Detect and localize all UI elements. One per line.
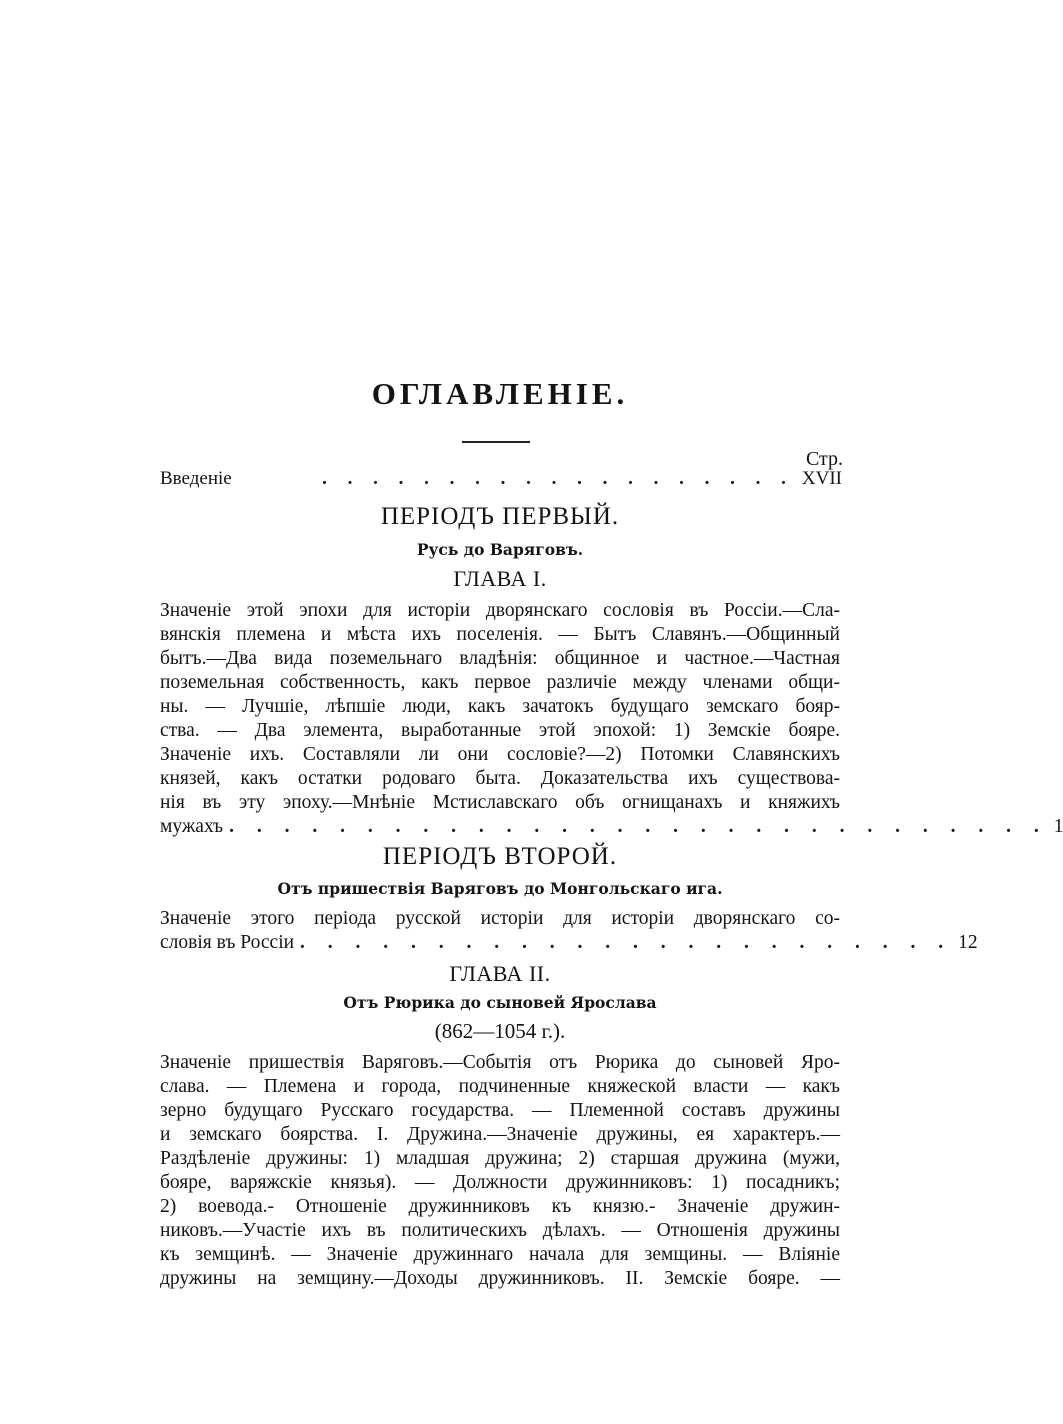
period-two-subtitle: Отъ пришествія Варяговъ до Монгольскаго ига. bbox=[277, 879, 723, 898]
toc-page-number: 1 bbox=[1053, 816, 1063, 837]
page-column-label: Стр. bbox=[805, 448, 843, 470]
period-one-subtitle: Русь до Варяговъ. bbox=[416, 540, 584, 559]
toc-entry-chapter-one[interactable] bbox=[160, 814, 1063, 840]
toc-page-number: XVII bbox=[801, 468, 842, 489]
period-two-heading: ПЕРІОДЪ ВТОРОЙ. bbox=[382, 843, 618, 870]
period-one-heading: ПЕРІОДЪ ПЕРВЫЙ. bbox=[380, 503, 620, 530]
dot-leader: . . . . . . . . . . . . . . . . . . . . . . . . bbox=[300, 932, 953, 953]
chapter-two-years: (862—1054 г.). bbox=[434, 1019, 566, 1043]
summary-line: Значеніе пришествія Варяговъ.—Событія отъ Рюрика до сыновей Яро- bbox=[160, 1052, 840, 1073]
summary-line: и земскаго боярства. I. Дружина.—Значеніе дружины, ея характеръ.— bbox=[160, 1124, 840, 1145]
toc-entry-label: Введеніе bbox=[160, 468, 232, 489]
summary-line: къ земщинѣ. — Значеніе дружиннаго начала для земщины. — Вліяніе bbox=[160, 1244, 840, 1265]
dot-leader: . . . . . . . . . . . . . . . . . . . . . . . . . . . . . . bbox=[229, 816, 1048, 837]
summary-last-line: мужахъ bbox=[160, 816, 224, 837]
chapter-two-subtitle: Отъ Рюрика до сыновей Ярослава bbox=[343, 993, 657, 1012]
summary-line: ства. — Два элемента, выработанные этой эпохой: 1) Земскіе бояре. bbox=[160, 720, 840, 741]
summary-line: бытъ.—Два вида поземельнаго владѣнія: общинное и частное.—Частная bbox=[160, 648, 840, 669]
summary-line: Раздѣленіе дружины: 1) младшая дружина; 2) старшая дружина (мужи, bbox=[160, 1148, 840, 1169]
summary-line: бояре, варяжскіе князья). — Должности дружинниковъ: 1) посадникъ; bbox=[160, 1172, 840, 1193]
summary-line: Значеніе этого періода русской исторіи для исторіи дворянскаго со- bbox=[160, 908, 840, 929]
title-divider bbox=[462, 441, 530, 443]
summary-line: ны. — Лучшіе, лѣпшіе люди, какъ зачатокъ будущаго земскаго бояр- bbox=[160, 696, 840, 717]
summary-line: нія въ эту эпоху.—Мнѣніе Мстиславскаго объ огнищанахъ и княжихъ bbox=[160, 792, 840, 813]
summary-line: вянскія племена и мѣста ихъ поселенія. — Бытъ Славянъ.—Общинный bbox=[160, 624, 840, 645]
summary-last-line: словія въ Россіи bbox=[160, 932, 295, 953]
toc-entry-period-two-intro[interactable] bbox=[160, 930, 978, 956]
toc-entry-intro[interactable] bbox=[160, 468, 842, 496]
chapter-two-heading: ГЛАВА II. bbox=[449, 961, 551, 986]
summary-line: никовъ.—Участіе ихъ въ политическихъ дѣлахъ. — Отношенія дружины bbox=[160, 1220, 840, 1241]
summary-line: Значеніе ихъ. Составляли ли они сословіе?—2) Потомки Славянскихъ bbox=[160, 744, 840, 765]
toc-page-number: 12 bbox=[958, 932, 978, 953]
summary-line: Значеніе этой эпохи для исторіи дворянскаго сословія въ Россіи.—Сла- bbox=[160, 600, 840, 621]
dot-leader: . . . . . . . . . . . . . . . . . . . bbox=[322, 468, 794, 489]
summary-line: слава. — Племена и города, подчиненные княжеской власти — какъ bbox=[160, 1076, 840, 1097]
chapter-one-heading: ГЛАВА I. bbox=[453, 566, 547, 591]
summary-line: князей, какъ остатки родоваго быта. Доказательства ихъ существова- bbox=[160, 768, 840, 789]
page-title: ОГЛАВЛЕНІЕ. bbox=[371, 376, 629, 411]
summary-line: поземельная собственность, какъ первое различіе между членами общи- bbox=[160, 672, 840, 693]
summary-line: 2) воевода.- Отношеніе дружинниковъ къ князю.- Значеніе дружин- bbox=[160, 1196, 840, 1217]
summary-line: дружины на земщину.—Доходы дружинниковъ. II. Земскіе бояре. — bbox=[160, 1268, 840, 1289]
summary-line: зерно будущаго Русскаго государства. — Племенной составъ дружины bbox=[160, 1100, 840, 1121]
